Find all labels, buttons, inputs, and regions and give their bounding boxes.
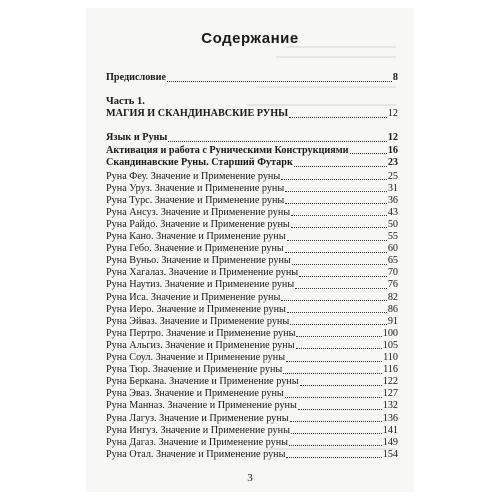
toc-entry-rune <box>106 171 398 183</box>
toc-entry-label: Язык и Руны <box>106 132 168 143</box>
toc-entry-page: 116 <box>383 364 398 376</box>
toc-entry-rune <box>106 449 398 461</box>
toc-entry-rune <box>106 437 398 449</box>
toc-entry-page: 86 <box>387 303 398 315</box>
toc-entry-section <box>106 132 398 144</box>
toc-entry-label: Руна Райдо. Значение и Применение руны <box>106 218 290 230</box>
toc-entry-page: 31 <box>387 182 398 194</box>
toc-entry-rune <box>106 400 398 412</box>
dot-leader <box>295 280 387 289</box>
toc-entry-page: 8 <box>392 72 398 83</box>
dot-leader <box>287 304 387 313</box>
dot-leader <box>289 437 382 446</box>
toc-entry-label: Активация и работа с Руническими Конструкциями <box>106 144 349 156</box>
dot-leader <box>290 413 382 422</box>
dot-leader <box>294 158 387 167</box>
dot-leader <box>285 244 387 253</box>
dot-leader <box>283 365 382 374</box>
dot-leader <box>350 145 387 154</box>
dot-leader <box>286 449 381 458</box>
toc-entry-page: 43 <box>387 206 398 218</box>
toc-entry-label: Руна Иеро. Значение и Применение руны <box>106 303 286 315</box>
dot-leader <box>291 219 387 228</box>
toc-entry-rune <box>106 195 398 207</box>
toc-entry-page: 65 <box>387 255 398 267</box>
toc-entry-page: 154 <box>382 448 398 460</box>
toc-entry-page: 82 <box>387 291 398 303</box>
toc-entry-label: Руна Манназ. Значение и Применение руны <box>106 400 297 412</box>
toc-entry-page: 50 <box>387 218 398 230</box>
toc-entry-rune <box>106 388 398 400</box>
toc-entry-page: 12 <box>387 108 398 119</box>
dot-leader <box>296 340 382 349</box>
dot-leader <box>291 207 387 216</box>
dot-leader <box>285 389 382 398</box>
toc-entry-rune <box>106 255 398 267</box>
dot-leader <box>298 401 382 410</box>
toc-entry-label: Руна Соул. Значение и Применение руны <box>106 352 286 363</box>
toc-entry-page: 70 <box>387 267 398 279</box>
dot-leader <box>287 232 387 241</box>
part-title: МАГИЯ И СКАНДИНАВСКИЕ РУНЫ <box>106 108 289 119</box>
toc-entry-page: 55 <box>387 231 398 242</box>
toc-entry-label: Руна Пертро. Значение и Применение руны <box>106 327 296 339</box>
book-page <box>86 8 414 492</box>
toc-entry-label: Руна Гебо. Значение и Применение руны <box>106 243 284 255</box>
toc-entry-rune <box>106 425 398 437</box>
page-title: Содержание <box>201 30 299 47</box>
toc-entry-page: 91 <box>387 315 398 327</box>
toc-entry-label: Руна Ингуз. Значение и Применение руны <box>106 424 290 436</box>
toc-entry-label: Руна Эваз. Значение и Применение руны <box>106 388 284 400</box>
toc-entry-label: Руна Хагалаз. Значение и Применение руны <box>106 267 299 279</box>
toc-entry-page: 141 <box>382 424 398 436</box>
toc-entry-rune <box>106 304 398 316</box>
toc-entry-section <box>106 157 398 169</box>
toc-entry-rune <box>106 292 398 304</box>
toc-entry-page: 36 <box>387 194 398 206</box>
toc-entry-label: Руна Кано. Значение и Применение руны <box>106 231 286 242</box>
toc-entry-label: Руна Иса. Значение и Применение руны <box>106 291 281 303</box>
toc-entry-rune <box>106 376 398 388</box>
page-number: 3 <box>247 472 253 484</box>
toc-entry-page: 110 <box>383 352 398 363</box>
toc-entry-page: 25 <box>387 170 398 182</box>
toc-entry-page: 127 <box>382 388 398 400</box>
dot-leader <box>300 377 382 386</box>
toc-entry-rune <box>106 352 398 364</box>
toc-entry-page: 122 <box>382 376 398 388</box>
toc-entry-page: 149 <box>382 436 398 448</box>
toc-entry-label: Руна Вуньо. Значение и Применение руны <box>106 255 291 267</box>
toc-entry-rune <box>106 340 398 352</box>
toc-entry-page: 100 <box>382 327 398 339</box>
dot-leader <box>286 353 382 362</box>
dot-leader <box>168 133 386 142</box>
toc-entry-page: 23 <box>387 157 398 168</box>
dot-leader <box>296 328 381 337</box>
toc-entry-rune <box>106 328 398 340</box>
dot-leader <box>290 316 387 325</box>
toc-entry-preface <box>106 72 398 84</box>
dot-leader <box>281 171 387 180</box>
toc-entry-section <box>106 145 398 157</box>
toc-entry-rune <box>106 183 398 195</box>
toc-entry-label: Руна Ансуз. Значение и Применение руны <box>106 206 291 218</box>
toc-entry-label: Руна Беркана. Значение и Применение руны <box>106 376 299 388</box>
toc-entry-rune <box>106 316 398 328</box>
toc-entry-rune <box>106 413 398 425</box>
toc-entry-rune <box>106 219 398 231</box>
toc-entry-rune <box>106 279 398 291</box>
toc-entry-label: Предисловие <box>106 72 166 83</box>
toc-entry-page: 132 <box>382 400 398 412</box>
toc-entry-page: 136 <box>382 412 398 424</box>
toc-entry-label: Руна Турс. Значение и Применение руны <box>106 194 285 206</box>
dot-leader <box>281 292 386 301</box>
toc-entry-rune <box>106 207 398 219</box>
toc-entry-page: 60 <box>387 243 398 255</box>
toc-entry-part <box>106 108 398 120</box>
toc-entry-label: Руна Тюр. Значение и Применение руны <box>106 364 283 376</box>
toc-entry-page: 105 <box>382 339 398 351</box>
toc-entry-rune <box>106 364 398 376</box>
toc-entry-label: Скандинавские Руны. Старший Футарк <box>106 157 293 168</box>
toc-entry-label: Руна Феу. Значение и Применение руны <box>106 170 281 182</box>
toc-entry-page: 16 <box>387 144 398 156</box>
toc-entry-rune <box>106 231 398 243</box>
toc-entry-rune <box>106 267 398 279</box>
toc-entry-page: 12 <box>387 132 398 143</box>
dot-leader <box>167 73 392 82</box>
dot-leader <box>299 268 387 277</box>
toc-entry-label: Руна Лагуз. Значение и Применение руны <box>106 412 289 424</box>
toc-entry-label: Руна Уруз. Значение и Применение руны <box>106 182 285 194</box>
dot-leader <box>285 183 387 192</box>
toc-entry-label: Руна Альгиз. Значение и Применение руны <box>106 339 295 351</box>
dot-leader <box>289 109 387 118</box>
dot-leader <box>291 425 382 434</box>
toc-entry-rune <box>106 243 398 255</box>
part-number: Часть 1. <box>106 96 145 107</box>
toc-entry-label: Руна Дагаз. Значение и Применение руны <box>106 436 289 448</box>
dot-leader <box>285 195 387 204</box>
toc-entry-label: Руна Эйваз. Значение и Применение руны <box>106 315 290 327</box>
toc-entry-label: Руна Наутиз. Значение и Применение руны <box>106 279 295 291</box>
toc-entry-label: Руна Отал. Значение и Применение руны <box>106 448 286 460</box>
toc-entry-page: 76 <box>387 279 398 291</box>
dot-leader <box>292 256 387 265</box>
